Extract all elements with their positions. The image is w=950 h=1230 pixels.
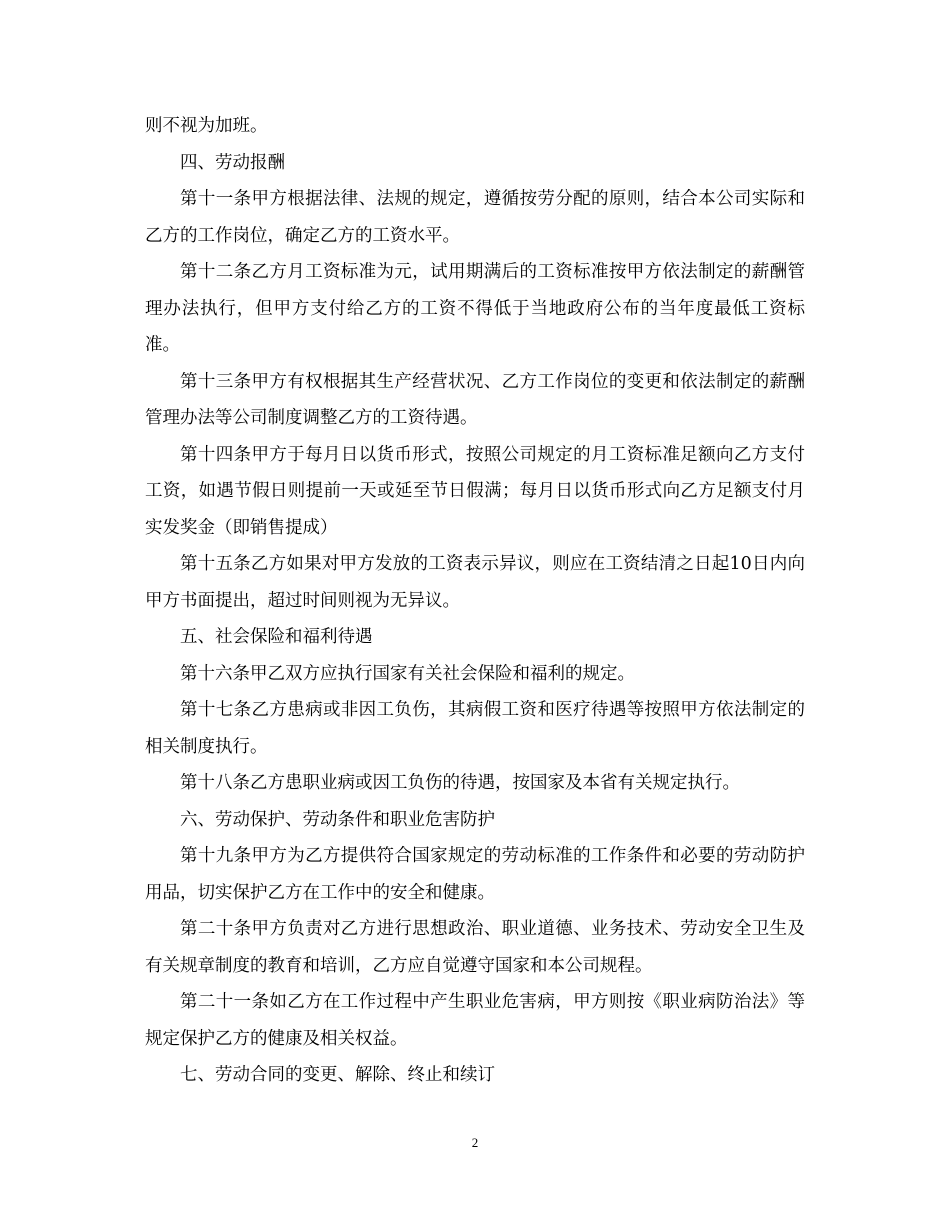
paragraph: 第十五条乙方如果对甲方发放的工资表示异议，则应在工资结清之日起10日内向甲方书面提出，超过时间则视为无异议。 — [145, 554, 805, 611]
paragraph: 第二十条甲方负责对乙方进行思想政治、职业道德、业务技术、劳动安全卫生及有关规章制度的教育和培训，乙方应自觉遵守国家和本公司规程。 — [145, 919, 805, 976]
paragraph: 第十九条甲方为乙方提供符合国家规定的劳动标准的工作条件和必要的劳动防护用品，切实保护乙方在工作中的安全和健康。 — [145, 846, 805, 903]
page-number: 2 — [471, 1135, 479, 1150]
paragraph: 第十二条乙方月工资标准为元，试用期满后的工资标准按甲方依法制定的薪酬管理办法执行，但甲方支付给乙方的工资不得低于当地政府公布的当年度最低工资标准。 — [145, 262, 805, 355]
paragraph: 第十七条乙方患病或非因工负伤，其病假工资和医疗待遇等按照甲方依法制定的相关制度执行。 — [145, 700, 805, 757]
section-heading: 五、社会保险和福利待遇 — [180, 627, 373, 647]
paragraph: 第十一条甲方根据法律、法规的规定，遵循按劳分配的原则，结合本公司实际和乙方的工作岗位，确定乙方的工资水平。 — [145, 189, 805, 246]
section-heading: 四、劳动报酬 — [180, 152, 285, 173]
section-heading: 七、劳动合同的变更、解除、终止和续订 — [180, 1065, 495, 1085]
section-heading: 六、劳动保护、劳动条件和职业危害防护 — [180, 809, 495, 830]
paragraph: 第二十一条如乙方在工作过程中产生职业危害病，甲方则按《职业病防治法》等规定保护乙方的健康及相关权益。 — [145, 992, 805, 1049]
paragraph: 第十三条甲方有权根据其生产经营状况、乙方工作岗位的变更和依法制定的薪酬管理办法等公司制度调整乙方的工资待遇。 — [145, 371, 805, 428]
document-body — [145, 108, 805, 1094]
paragraph: 第十六条甲乙双方应执行国家有关社会保险和福利的规定。 — [180, 663, 635, 684]
paragraph: 第十四条甲方于每月日以货币形式，按照公司规定的月工资标准足额向乙方支付工资，如遇节假日则提前一天或延至节日假满；每月日以货币形式向乙方足额支付月实发奖金（即销售提成） — [145, 444, 805, 538]
paragraph: 则不视为加班。 — [145, 116, 268, 136]
paragraph: 第十八条乙方患职业病或因工负伤的待遇，按国家及本省有关规定执行。 — [180, 773, 740, 793]
